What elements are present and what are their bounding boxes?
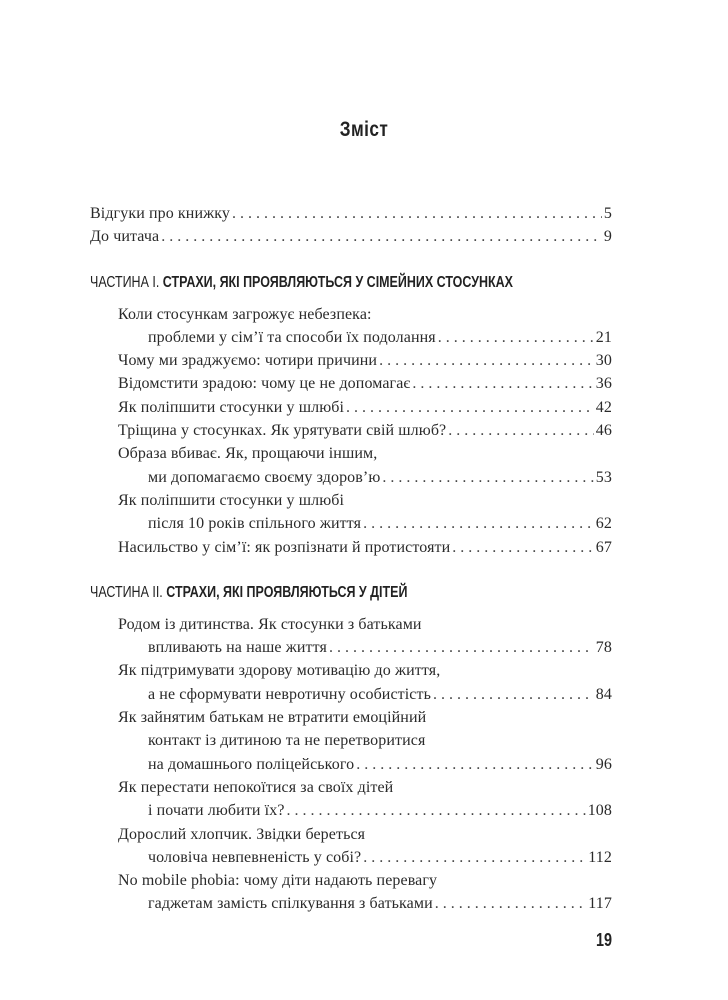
- dot-leader: [356, 753, 594, 776]
- entry-text: гаджетам замість спілкування з батьками: [148, 895, 433, 913]
- entry-page-number: 84: [595, 685, 612, 703]
- toc-entry[interactable]: [90, 536, 612, 559]
- dot-leader: [435, 892, 587, 915]
- toc-entry[interactable]: [90, 613, 612, 660]
- entry-text: Як підтримувати здорову мотивацію до життя,: [118, 662, 441, 680]
- toc-entry[interactable]: [90, 706, 612, 776]
- entry-text: Родом із дитинства. Як стосунки з батьками: [118, 615, 422, 633]
- part-label: ЧАСТИНА II.: [90, 583, 163, 601]
- part-heading: [90, 581, 497, 605]
- entry-text: До читача: [90, 228, 160, 246]
- part-name: СТРАХИ, ЯКІ ПРОЯВЛЯЮТЬСЯ У СІМЕЙНИХ СТОСУНКАХ: [162, 273, 513, 291]
- dot-leader: [382, 466, 593, 489]
- toc-entry-line: [90, 753, 612, 776]
- toc-entry-line: [90, 512, 612, 535]
- toc-entry-line: [90, 636, 612, 659]
- toc-entry-line: [90, 489, 612, 512]
- toc-entry-line: [90, 613, 612, 636]
- entry-text: Як поліпшити стосунки у шлюбі: [118, 491, 345, 509]
- entry-text: Відомстити зрадою: чому це не допомагає: [118, 375, 411, 393]
- toc-entry-line: [90, 225, 612, 248]
- toc-entry-line: [90, 466, 612, 489]
- entry-page-number: 53: [595, 468, 612, 486]
- toc-entry[interactable]: [90, 372, 612, 395]
- toc-entry-line: [90, 869, 612, 892]
- entry-text: а не сформувати невротичну особистість: [148, 685, 432, 703]
- toc-entry[interactable]: [90, 869, 612, 916]
- toc-entry[interactable]: [90, 442, 612, 489]
- toc-entry-line: [90, 303, 612, 326]
- toc-entry[interactable]: [90, 489, 612, 536]
- part-label: ЧАСТИНА I.: [90, 273, 160, 291]
- toc-entry[interactable]: [90, 659, 612, 706]
- part-name: СТРАХИ, ЯКІ ПРОЯВЛЯЮТЬСЯ У ДІТЕЙ: [166, 583, 408, 601]
- toc-entry-line: [90, 729, 612, 752]
- entry-page-number: 36: [595, 375, 612, 393]
- dot-leader: [363, 512, 594, 535]
- toc-entry-line: [90, 372, 612, 395]
- toc-entry-line: [90, 683, 612, 706]
- toc-entry-line: [90, 776, 612, 799]
- toc-entry[interactable]: [90, 225, 612, 248]
- toc-entry[interactable]: [90, 776, 612, 823]
- toc-entry-line: [90, 202, 612, 225]
- entry-text: чоловіча невпевненість у собі?: [148, 848, 362, 866]
- page-title: Зміст: [339, 118, 389, 141]
- entry-page-number: 21: [595, 328, 612, 346]
- toc-entry-line: [90, 706, 612, 729]
- dot-leader: [363, 846, 586, 869]
- entry-text: No mobile phobia: чому діти надають перевагу: [118, 872, 438, 890]
- toc-entry[interactable]: [90, 303, 612, 350]
- dot-leader: [346, 396, 594, 419]
- entry-page-number: 96: [595, 755, 612, 773]
- part-heading: [90, 271, 513, 295]
- toc-entry-line: [90, 846, 612, 869]
- entry-page-number: 42: [595, 398, 612, 416]
- dot-leader: [412, 372, 593, 395]
- entry-text: на домашнього поліцейського: [148, 755, 355, 773]
- dot-leader: [433, 683, 594, 706]
- toc-entry-line: [90, 799, 612, 822]
- toc-entry-line: [90, 419, 612, 442]
- entry-page-number: 30: [595, 352, 612, 370]
- toc-entry[interactable]: [90, 349, 612, 372]
- entry-text: і почати любити їх?: [148, 802, 285, 820]
- toc-entry-line: [90, 326, 612, 349]
- entry-text: Відгуки про книжку: [90, 205, 231, 222]
- entry-text: Як перестати непокоїтися за своїх дітей: [118, 778, 394, 796]
- page-number: 19: [595, 930, 612, 950]
- entry-text: впливають на наше життя: [148, 639, 327, 657]
- entry-text: Насильство у сім’ї: як розпізнати й протистояти: [118, 538, 451, 556]
- toc-entry[interactable]: [90, 396, 612, 419]
- entry-text: після 10 років спільного життя: [148, 515, 362, 533]
- entry-text: Тріщина у стосунках. Як урятувати свій шлюб?: [118, 422, 447, 440]
- dot-leader: [452, 536, 594, 559]
- toc-entry-line: [90, 823, 612, 846]
- dot-leader: [438, 326, 594, 349]
- entry-text: Коли стосункам загрожує небезпека:: [118, 305, 372, 323]
- entry-text: Як поліпшити стосунки у шлюбі: [118, 398, 345, 416]
- toc-entry-line: [90, 659, 612, 682]
- entry-page-number: 5: [603, 205, 612, 222]
- entry-page-number: 112: [588, 848, 612, 866]
- toc-entry-line: [90, 442, 612, 465]
- entry-page-number: 117: [588, 895, 612, 913]
- dot-leader: [232, 202, 602, 225]
- toc-entry[interactable]: [90, 823, 612, 870]
- toc-entry-line: [90, 396, 612, 419]
- toc-entry-line: [90, 892, 612, 915]
- dot-leader: [287, 799, 586, 822]
- entry-page-number: 46: [595, 422, 612, 440]
- entry-page-number: 67: [595, 538, 612, 556]
- dot-leader: [379, 349, 594, 372]
- toc-entry[interactable]: [90, 419, 612, 442]
- entry-text: контакт із дитиною та не перетворитися: [148, 732, 426, 750]
- entry-text: Чому ми зраджуємо: чотири причини: [118, 352, 378, 370]
- entry-page-number: 62: [595, 515, 612, 533]
- toc-entry[interactable]: [90, 202, 612, 225]
- entry-page-number: 78: [595, 639, 612, 657]
- table-of-contents: [90, 202, 612, 916]
- dot-leader: [448, 419, 594, 442]
- toc-entry-line: [90, 349, 612, 372]
- dot-leader: [329, 636, 594, 659]
- entry-text: Образа вбиває. Як, прощаючи іншим,: [118, 445, 378, 463]
- entry-page-number: 108: [587, 802, 612, 820]
- entry-text: проблеми у сім’ї та способи їх подолання: [148, 328, 436, 346]
- dot-leader: [161, 225, 602, 248]
- entry-text: ми допомагаємо своєму здоров’ю: [148, 468, 381, 486]
- toc-entry-line: [90, 536, 612, 559]
- entry-text: Дорослий хлопчик. Звідки береться: [118, 825, 366, 843]
- entry-page-number: 9: [603, 228, 612, 246]
- entry-text: Як зайнятим батькам не втратити емоційний: [118, 709, 427, 727]
